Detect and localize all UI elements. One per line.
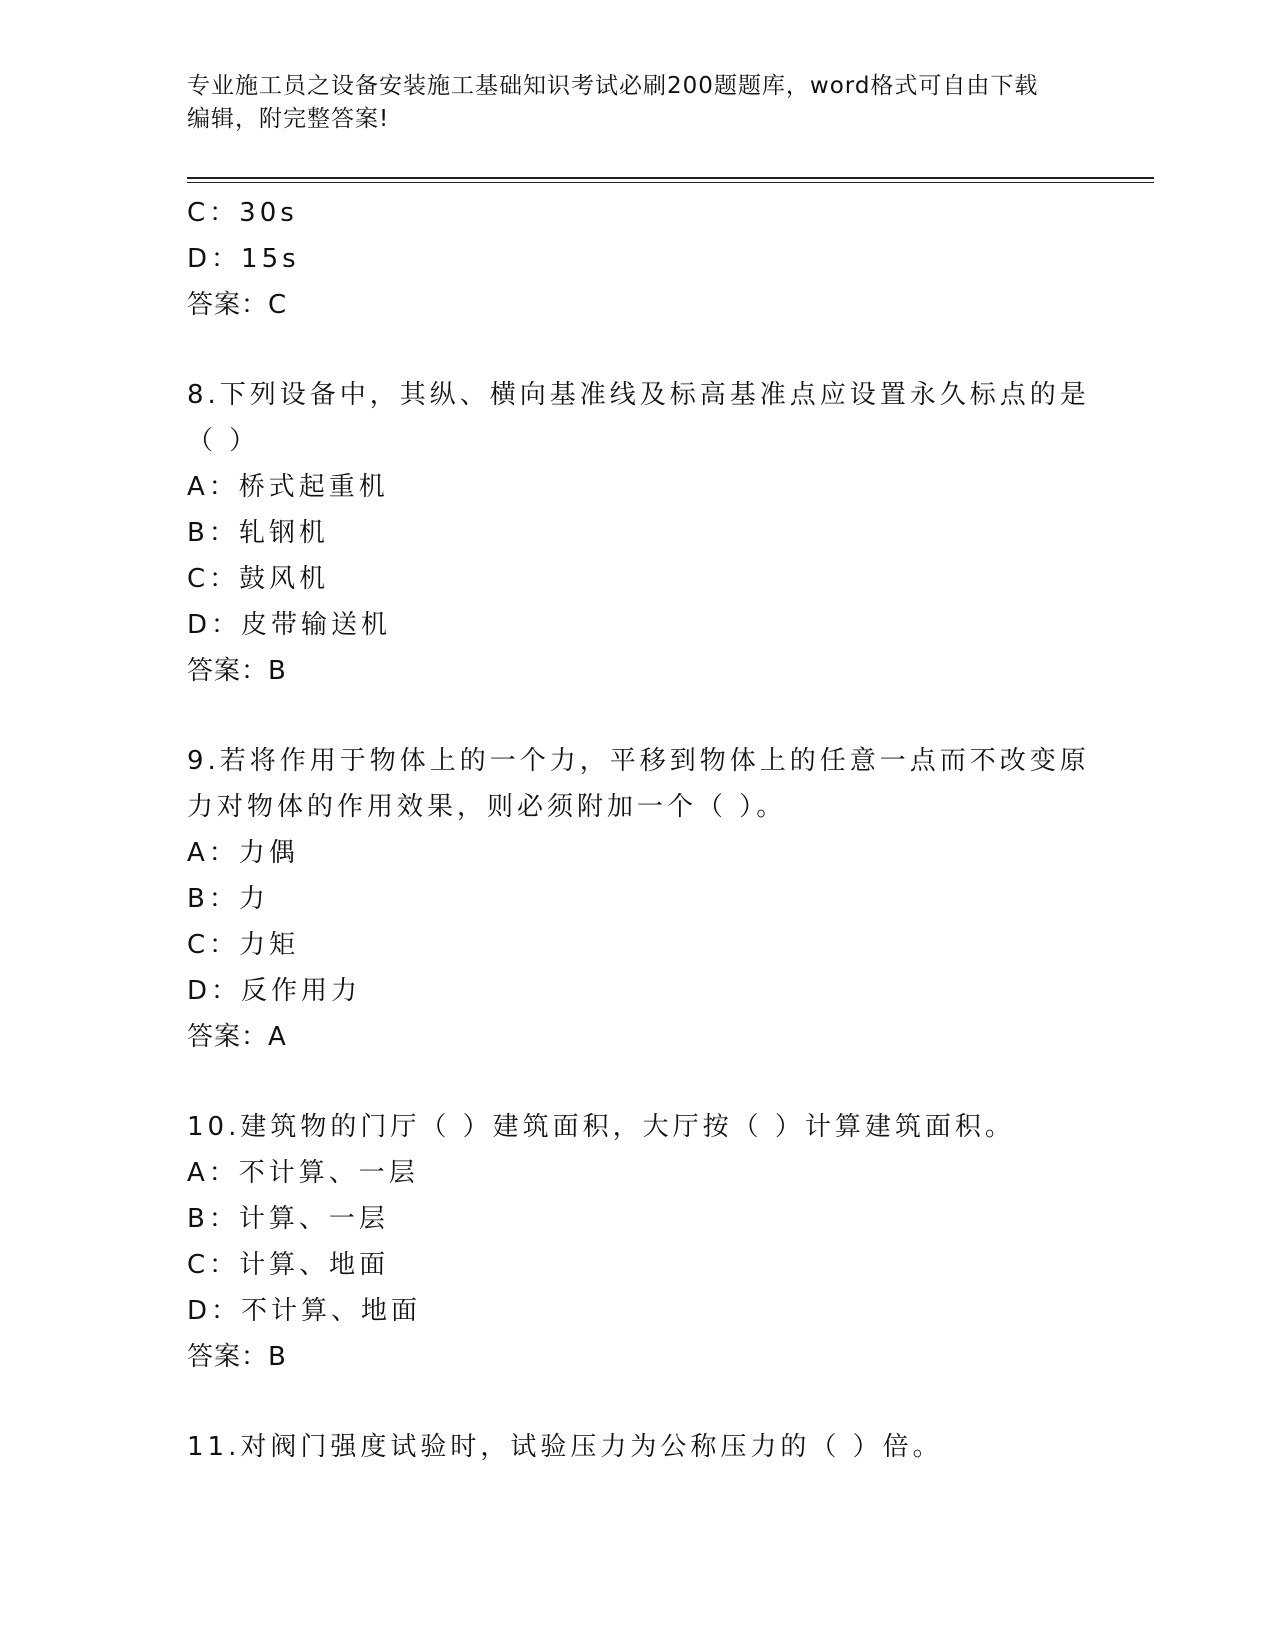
answer-text: 答案：B: [187, 656, 287, 686]
option-c: C：计算、地面: [187, 1250, 390, 1280]
question-list: [187, 190, 1090, 1470]
option-c: C：30s: [187, 198, 298, 228]
answer-text: 答案：B: [187, 1342, 287, 1372]
question-block: [187, 372, 1090, 694]
option-a: A：不计算、一层: [187, 1158, 419, 1188]
document-title: [187, 70, 1077, 136]
option-b: B：力: [187, 884, 269, 914]
question-stem: 9.若将作用于物体上的一个力，平移到物体上的任意一点而不改变原: [187, 746, 1090, 776]
question-stem: （ ）: [187, 426, 260, 456]
question-stem: 11.对阀门强度试验时，试验压力为公称压力的（ ）倍。: [187, 1432, 943, 1462]
title-line-1: 专业施工员之设备安装施工基础知识考试必刷200题题库，word格式可自由下载: [187, 73, 1039, 99]
option-d: D：皮带输送机: [187, 610, 392, 640]
answer-text: 答案：A: [187, 1022, 287, 1052]
question-stem: 8.下列设备中，其纵、横向基准线及标高基准点应设置永久标点的是: [187, 380, 1090, 410]
question-block: [187, 1424, 1087, 1470]
question-stem: 10.建筑物的门厅（ ）建筑面积，大厅按（ ）计算建筑面积。: [187, 1112, 1015, 1142]
question-block: [187, 1104, 1087, 1380]
header-divider: [187, 177, 1154, 183]
option-b: B：轧钢机: [187, 518, 329, 548]
answer-text: 答案：C: [187, 290, 288, 320]
option-c: C：鼓风机: [187, 564, 330, 594]
option-d: D：15s: [187, 244, 300, 274]
option-a: A：力偶: [187, 838, 299, 868]
question-block: [187, 738, 1090, 1060]
option-a: A：桥式起重机: [187, 472, 389, 502]
question-stem: 力对物体的作用效果，则必须附加一个（ ）。: [187, 792, 787, 822]
option-d: D：反作用力: [187, 976, 362, 1006]
option-c: C：力矩: [187, 930, 300, 960]
option-b: B：计算、一层: [187, 1204, 389, 1234]
question-block: [187, 190, 1087, 328]
option-d: D：不计算、地面: [187, 1296, 422, 1326]
title-line-2: 编辑，附完整答案!: [187, 106, 390, 132]
